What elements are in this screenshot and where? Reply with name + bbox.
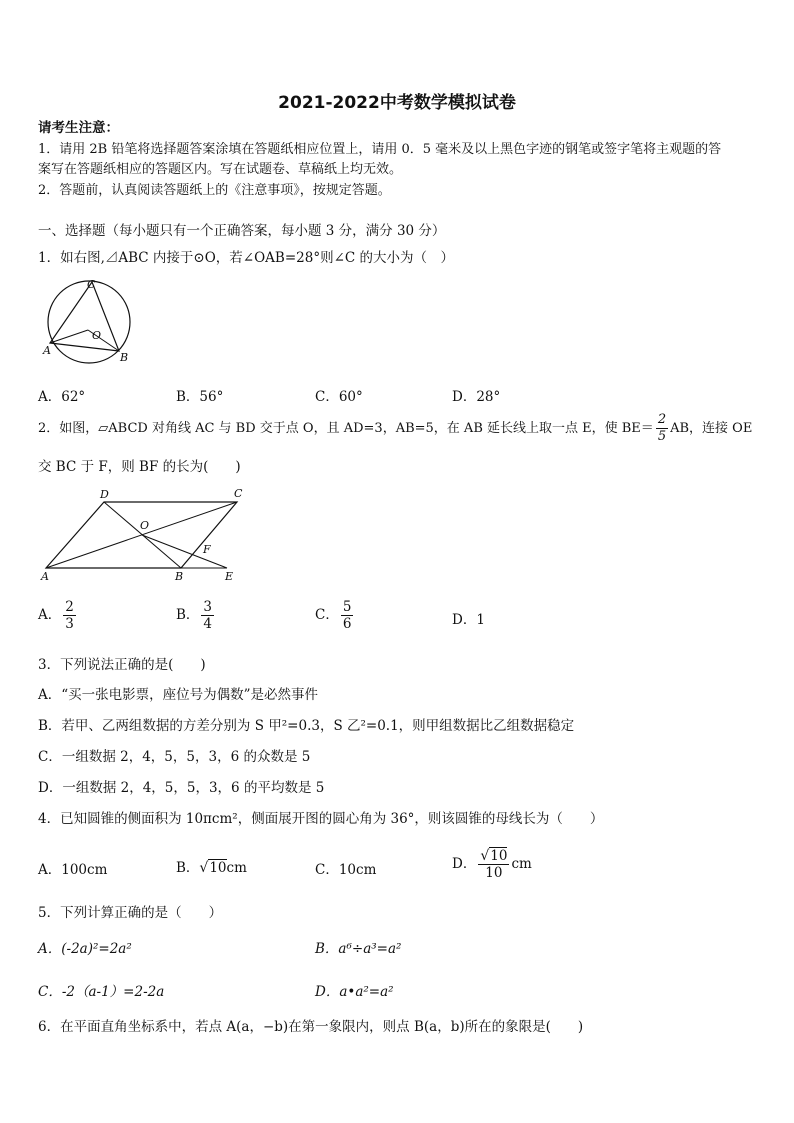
q2-stem-part-c: 交 BC 于 F，则 BF 的长为( ) xyxy=(38,459,241,475)
label-f: F xyxy=(203,543,211,556)
q4-option-d: D． $\frac{√10}{10}$ cm xyxy=(452,848,532,881)
q2-option-d: D．1 xyxy=(452,612,485,628)
q3-option-c: C．一组数据 2，4，5，5，3，6 的众数是 5 xyxy=(38,749,311,765)
section-heading: 一、选择题（每小题只有一个正确答案，每小题 3 分，满分 30 分） xyxy=(38,223,446,239)
label-o: O xyxy=(140,519,150,532)
q3-option-a: A．“买一张电影票，座位号为偶数”是必然事件 xyxy=(38,687,319,703)
label-c: C xyxy=(234,487,243,500)
q4-option-c: C．10cm xyxy=(315,862,377,878)
label-o: O xyxy=(92,329,102,342)
q2-fraction-num: 2 xyxy=(657,412,667,427)
q4-option-b: B．√10cm xyxy=(176,860,247,876)
circle-triangle-figure xyxy=(38,275,138,367)
q5-option-a: A．(-2a)²=2a² xyxy=(38,941,132,957)
notice-heading: 请考生注意： xyxy=(38,120,119,136)
q4-option-a: A．100cm xyxy=(38,862,108,878)
question-2-stem xyxy=(38,412,752,446)
segment-ao xyxy=(50,330,88,343)
label-d: D xyxy=(100,488,109,501)
q5-option-b: B．a⁶÷a³=a² xyxy=(315,941,402,957)
question-3-stem: 3．下列说法正确的是( ) xyxy=(38,657,206,673)
label-b: B xyxy=(175,570,184,583)
q2-option-b: B． $\frac{3}{4}$ xyxy=(176,599,213,632)
q2-option-c: C． $\frac{5}{6}$ xyxy=(315,599,352,632)
page-title: 2021-2022中考数学模拟试卷 xyxy=(278,93,516,113)
notice-line-1a: 1．请用 2B 铅笔将选择题答案涂填在答题纸相应位置上，请用 0．5 毫米及以上黑色字迹的钢笔或签字笔将主观题的答 xyxy=(38,142,722,157)
q2-fraction-den: 5 xyxy=(657,429,667,444)
q1-option-d: D．28° xyxy=(452,389,501,405)
question-4-stem: 4．已知圆锥的侧面积为 10πcm²，侧面展开图的圆心角为 36°，则该圆锥的母线长为（ ） xyxy=(38,811,604,827)
q2-stem-part-b: AB，连接 OE xyxy=(670,421,753,436)
q1-option-c: C．60° xyxy=(315,389,363,405)
q1-option-a: A．62° xyxy=(38,389,86,405)
q1-option-b: B．56° xyxy=(176,389,224,405)
question-1-stem: 1．如右图,⊿ABC 内接于⊙O，若∠OAB=28°则∠C 的大小为（ ） xyxy=(38,250,455,266)
label-c: C xyxy=(87,278,96,291)
q2-fraction xyxy=(656,412,668,445)
q2-stem-part-a: 2．如图，▱ABCD 对角线 AC 与 BD 交于点 O，且 AD=3，AB=5，在 AB 延长线上取一点 E，使 BE＝ xyxy=(38,421,654,436)
label-e: E xyxy=(225,570,234,583)
notice-line-1b: 案写在答题纸相应的答题区内。写在试题卷、草稿纸上均无效。 xyxy=(38,162,403,177)
q3-option-d: D．一组数据 2，4，5，5，3，6 的平均数是 5 xyxy=(38,780,325,796)
q5-option-d: D．a•a²=a² xyxy=(315,984,394,1000)
question-6-stem: 6．在平面直角坐标系中，若点 A(a，−b)在第一象限内，则点 B(a，b)所在的象限是( ) xyxy=(38,1019,584,1035)
label-a: A xyxy=(43,344,51,357)
label-b: B xyxy=(120,351,129,364)
q2-option-a: A． $\frac{2}{3}$ xyxy=(38,599,74,632)
question-5-stem: 5．下列计算正确的是（ ） xyxy=(38,905,223,921)
label-a: A xyxy=(41,570,49,583)
parallelogram-figure xyxy=(38,484,248,584)
notice-line-2: 2．答题前，认真阅读答题纸上的《注意事项》，按规定答题。 xyxy=(38,183,391,198)
q3-option-b: B．若甲、乙两组数据的方差分别为 S 甲²=0.3，S 乙²=0.1，则甲组数据比乙组数据稳定 xyxy=(38,718,575,734)
q5-option-c: C．-2（a-1）=2-2a xyxy=(38,984,165,1000)
